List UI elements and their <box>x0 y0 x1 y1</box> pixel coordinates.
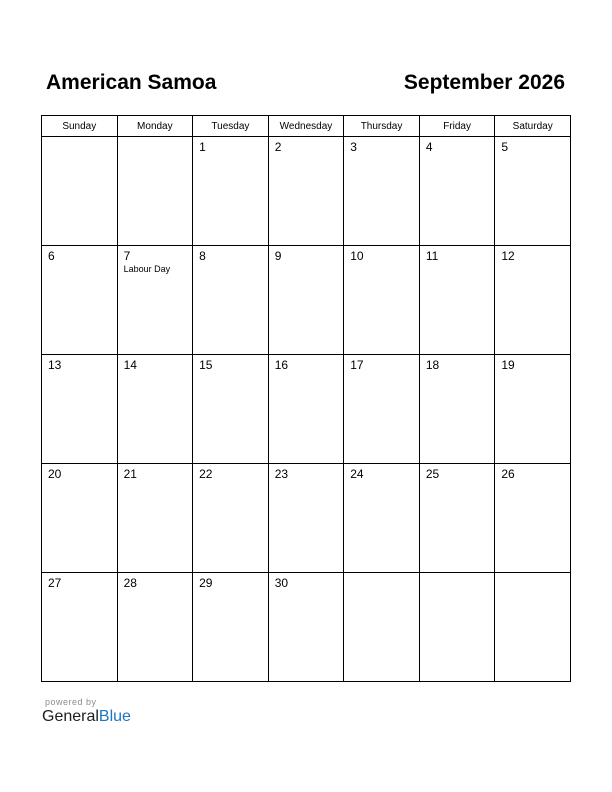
week-row <box>42 137 571 246</box>
weekday-saturday: Saturday <box>495 116 571 137</box>
weekday-monday: Monday <box>117 116 193 137</box>
country-title: American Samoa <box>46 71 217 94</box>
day-cell <box>193 137 269 246</box>
day-cell <box>117 573 193 682</box>
weekday-tuesday: Tuesday <box>193 116 269 137</box>
day-number: 23 <box>274 467 289 481</box>
day-cell <box>495 355 571 464</box>
day-cell <box>495 573 571 682</box>
day-number: 7 <box>123 249 131 263</box>
weekday-sunday: Sunday <box>42 116 118 137</box>
day-cell <box>42 246 118 355</box>
day-cell <box>42 137 118 246</box>
day-cell <box>193 246 269 355</box>
brand-general-text: General <box>42 708 99 725</box>
day-number: 16 <box>274 358 289 372</box>
day-cell <box>344 573 420 682</box>
powered-by-text: powered by <box>45 697 97 707</box>
week-row <box>42 355 571 464</box>
day-number: 10 <box>350 249 364 263</box>
day-cell <box>419 246 495 355</box>
day-cell <box>344 355 420 464</box>
day-number: 12 <box>501 249 515 263</box>
brand-blue-text: Blue <box>98 708 131 725</box>
day-cell <box>419 355 495 464</box>
footer-branding <box>42 697 131 726</box>
day-number: 26 <box>501 467 515 481</box>
day-cell <box>268 573 344 682</box>
day-cell <box>193 464 269 573</box>
weekday-wednesday: Wednesday <box>268 116 344 137</box>
day-cell <box>117 464 193 573</box>
day-cell <box>419 573 495 682</box>
day-cell <box>344 137 420 246</box>
day-number: 11 <box>425 249 439 263</box>
day-cell <box>495 464 571 573</box>
day-cell <box>268 137 344 246</box>
day-number: 28 <box>123 576 137 590</box>
day-cell <box>268 246 344 355</box>
day-cell <box>193 355 269 464</box>
month-year-title: September 2026 <box>403 71 565 94</box>
day-cell <box>42 464 118 573</box>
day-number: 5 <box>501 140 509 154</box>
day-number: 15 <box>199 358 213 372</box>
week-row <box>42 246 571 355</box>
week-row <box>42 464 571 573</box>
day-cell <box>419 464 495 573</box>
day-cell <box>268 464 344 573</box>
day-cell <box>193 573 269 682</box>
day-number: 4 <box>425 140 433 154</box>
day-number: 3 <box>350 140 357 154</box>
weekday-thursday: Thursday <box>344 116 420 137</box>
day-number: 13 <box>48 358 62 372</box>
day-cell <box>495 246 571 355</box>
day-cell <box>419 137 495 246</box>
day-cell <box>268 355 344 464</box>
generalblue-logo[interactable] <box>42 708 131 726</box>
weekday-friday: Friday <box>419 116 495 137</box>
day-number: 30 <box>274 576 289 590</box>
day-number: 1 <box>199 140 206 154</box>
day-cell <box>495 137 571 246</box>
day-number: 17 <box>350 358 364 372</box>
week-row <box>42 573 571 682</box>
day-number: 19 <box>501 358 515 372</box>
day-number: 25 <box>425 467 440 481</box>
day-cell <box>344 464 420 573</box>
weekday-header-row <box>42 116 571 137</box>
day-number: 8 <box>199 249 206 263</box>
day-number: 22 <box>199 467 213 481</box>
day-number: 18 <box>425 358 440 372</box>
day-cell <box>117 137 193 246</box>
day-cell <box>42 573 118 682</box>
day-cell <box>117 246 193 355</box>
day-number: 9 <box>274 249 282 263</box>
day-number: 27 <box>48 576 62 590</box>
day-number: 2 <box>274 140 282 154</box>
day-number: 24 <box>350 467 364 481</box>
day-number: 20 <box>48 467 62 481</box>
holiday-label: Labour Day <box>123 264 171 274</box>
day-number: 21 <box>123 467 137 481</box>
day-number: 14 <box>123 358 137 372</box>
day-number: 6 <box>48 249 55 263</box>
day-cell <box>42 355 118 464</box>
calendar-grid <box>41 115 571 682</box>
day-cell <box>117 355 193 464</box>
day-cell <box>344 246 420 355</box>
day-number: 29 <box>199 576 213 590</box>
